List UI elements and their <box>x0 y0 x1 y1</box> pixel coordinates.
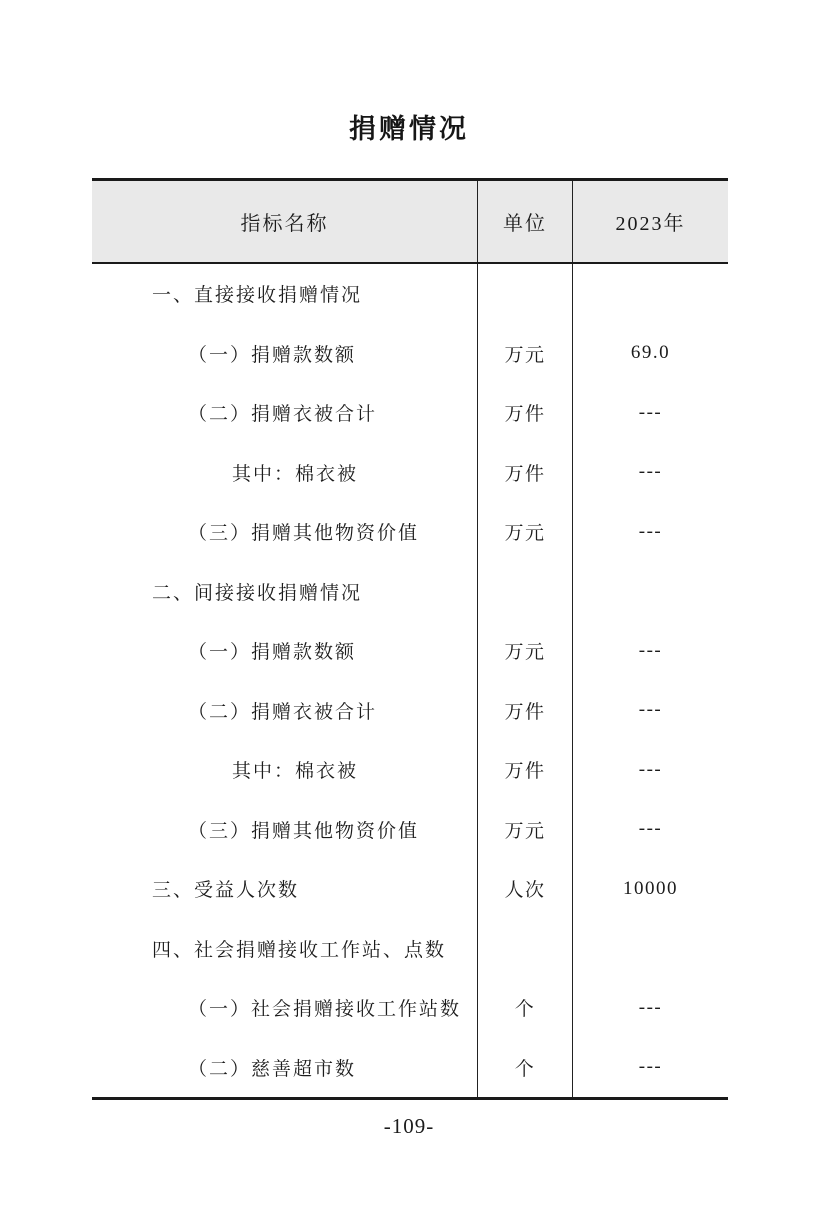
indicator-label: （一）捐赠款数额 <box>92 621 478 681</box>
unit-cell <box>478 919 573 979</box>
value-cell <box>573 264 728 324</box>
table-row <box>92 502 728 562</box>
value-cell: --- <box>638 758 663 780</box>
table-row <box>92 621 728 681</box>
indicator-label: （一）捐赠款数额 <box>92 324 478 384</box>
indicator-label: （三）捐赠其他物资价值 <box>92 502 478 562</box>
unit-cell: 万元 <box>478 621 573 681</box>
unit-cell: 万元 <box>478 800 573 860</box>
unit-cell <box>478 264 573 324</box>
indicator-label: （一）社会捐赠接收工作站数 <box>92 978 478 1038</box>
donation-table <box>92 178 728 1100</box>
table-row <box>92 324 728 384</box>
unit-cell: 万件 <box>478 740 573 800</box>
table-row <box>92 681 728 741</box>
indicator-label: （二）慈善超市数 <box>92 1038 478 1098</box>
value-cell: --- <box>638 520 663 542</box>
value-cell: --- <box>638 699 663 721</box>
unit-cell: 万元 <box>478 324 573 384</box>
indicator-label: 其中：棉衣被 <box>92 740 478 800</box>
table-header-row <box>92 181 728 264</box>
unit-cell: 万件 <box>478 383 573 443</box>
unit-cell: 人次 <box>478 859 573 919</box>
table-row <box>92 443 728 503</box>
indicator-label: （二）捐赠衣被合计 <box>92 681 478 741</box>
column-header-year: 2023年 <box>615 213 686 235</box>
value-cell: --- <box>638 461 663 483</box>
value-cell: --- <box>638 818 663 840</box>
value-cell <box>573 919 728 979</box>
unit-cell: 个 <box>478 978 573 1038</box>
indicator-label: 其中：棉衣被 <box>92 443 478 503</box>
table-row <box>92 1038 728 1098</box>
value-cell: --- <box>638 639 663 661</box>
indicator-label: （三）捐赠其他物资价值 <box>92 800 478 860</box>
unit-cell <box>478 562 573 622</box>
value-cell: --- <box>638 996 663 1018</box>
indicator-label: 一、直接接收捐赠情况 <box>92 264 478 324</box>
table-row <box>92 978 728 1038</box>
unit-cell: 万件 <box>478 681 573 741</box>
table-row <box>92 800 728 860</box>
column-header-indicator: 指标名称 <box>92 181 478 262</box>
table-row <box>92 740 728 800</box>
value-cell: --- <box>638 1056 663 1078</box>
table-row <box>92 859 728 919</box>
value-cell: --- <box>638 401 663 423</box>
column-header-unit: 单位 <box>478 181 573 262</box>
table-row <box>92 919 728 979</box>
value-cell <box>573 562 728 622</box>
unit-cell: 万件 <box>478 443 573 503</box>
table-row <box>92 383 728 443</box>
indicator-label: 三、受益人次数 <box>92 859 478 919</box>
value-cell: 69.0 <box>630 342 671 364</box>
indicator-label: 四、社会捐赠接收工作站、点数 <box>92 919 478 979</box>
table-row <box>92 562 728 622</box>
unit-cell: 万元 <box>478 502 573 562</box>
indicator-label: （二）捐赠衣被合计 <box>92 383 478 443</box>
value-cell: 10000 <box>623 877 678 899</box>
page-number: -109- <box>383 1114 435 1138</box>
table-row <box>92 264 728 324</box>
unit-cell: 个 <box>478 1038 573 1098</box>
indicator-label: 二、间接接收捐赠情况 <box>92 562 478 622</box>
table-body <box>92 264 728 1097</box>
page-title: 捐赠情况 <box>349 114 469 144</box>
